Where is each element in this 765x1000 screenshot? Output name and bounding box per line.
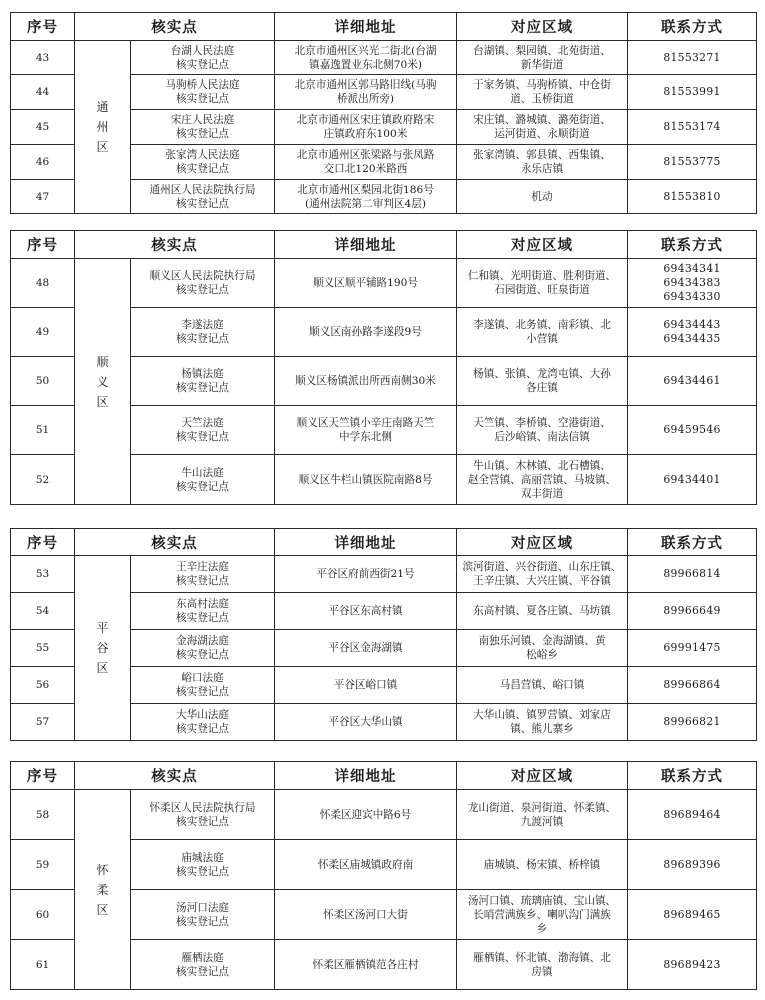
row-no: 45	[11, 110, 75, 145]
phone: 89689465	[628, 890, 757, 940]
address: 顺义区牛栏山镇医院南路8号	[275, 455, 457, 505]
area: 宋庄镇、潞城镇、潞苑街道、 运河街道、永顺街道	[457, 110, 628, 145]
area: 天竺镇、李桥镇、空港街道、 后沙峪镇、南法信镇	[457, 406, 628, 455]
header-area: 对应区域	[457, 529, 628, 556]
check-point: 李遂法庭 核实登记点	[131, 308, 275, 357]
row-no: 44	[11, 75, 75, 110]
check-point: 马驹桥人民法庭 核实登记点	[131, 75, 275, 110]
court-table-shunyi	[10, 230, 757, 505]
row-no: 47	[11, 180, 75, 214]
header-point: 核实点	[75, 13, 275, 41]
address: 顺义区天竺镇小辛庄南路天竺 中学东北侧	[275, 406, 457, 455]
area: 于家务镇、马驹桥镇、中仓街 道、玉桥街道	[457, 75, 628, 110]
check-point: 天竺法庭 核实登记点	[131, 406, 275, 455]
check-point: 杨镇法庭 核实登记点	[131, 357, 275, 406]
header-area: 对应区域	[457, 13, 628, 41]
check-point: 怀柔区人民法院执行局 核实登记点	[131, 790, 275, 840]
check-point: 牛山法庭 核实登记点	[131, 455, 275, 505]
row-no: 61	[11, 940, 75, 990]
check-point: 张家湾人民法庭 核实登记点	[131, 145, 275, 180]
area: 汤河口镇、琉璃庙镇、宝山镇、 长哨营满族乡、喇叭沟门满族 乡	[457, 890, 628, 940]
address: 平谷区峪口镇	[275, 667, 457, 704]
check-point: 金海湖法庭 核实登记点	[131, 630, 275, 667]
address: 怀柔区雁栖镇范各庄村	[275, 940, 457, 990]
area: 台湖镇、梨园镇、北苑街道、 新华街道	[457, 41, 628, 75]
header-contact: 联系方式	[628, 762, 757, 790]
area: 龙山街道、泉河街道、怀柔镇、 九渡河镇	[457, 790, 628, 840]
address: 北京市通州区郭马路旧线(马驹 桥派出所旁)	[275, 75, 457, 110]
header-area: 对应区域	[457, 231, 628, 259]
table-row	[11, 790, 757, 840]
table-header-row	[11, 231, 757, 259]
check-point: 峪口法庭 核实登记点	[131, 667, 275, 704]
header-point: 核实点	[75, 529, 275, 556]
header-no: 序号	[11, 529, 75, 556]
court-table-huairou	[10, 761, 757, 990]
area: 庙城镇、杨宋镇、桥梓镇	[457, 840, 628, 890]
header-point: 核实点	[75, 231, 275, 259]
check-point: 通州区人民法院执行局 核实登记点	[131, 180, 275, 214]
check-point: 王辛庄法庭 核实登记点	[131, 556, 275, 593]
area: 东高村镇、夏各庄镇、马坊镇	[457, 593, 628, 630]
district-cell: 怀 柔 区	[75, 790, 131, 990]
check-point: 雁栖法庭 核实登记点	[131, 940, 275, 990]
header-address: 详细地址	[275, 231, 457, 259]
address: 怀柔区迎宾中路6号	[275, 790, 457, 840]
table-row	[11, 259, 757, 308]
area: 雁栖镇、怀北镇、渤海镇、北 房镇	[457, 940, 628, 990]
row-no: 59	[11, 840, 75, 890]
area: 牛山镇、木林镇、北石槽镇、 赵全营镇、高丽营镇、马坡镇、 双丰街道	[457, 455, 628, 505]
address: 平谷区金海湖镇	[275, 630, 457, 667]
row-no: 48	[11, 259, 75, 308]
check-point: 庙城法庭 核实登记点	[131, 840, 275, 890]
check-point: 台湖人民法庭 核实登记点	[131, 41, 275, 75]
phone: 89966864	[628, 667, 757, 704]
header-address: 详细地址	[275, 529, 457, 556]
address: 平谷区东高村镇	[275, 593, 457, 630]
phone: 69459546	[628, 406, 757, 455]
check-point: 东高村法庭 核实登记点	[131, 593, 275, 630]
check-point: 大华山法庭 核实登记点	[131, 704, 275, 741]
address: 平谷区府前西街21号	[275, 556, 457, 593]
phone: 89966821	[628, 704, 757, 741]
phone: 69434401	[628, 455, 757, 505]
header-contact: 联系方式	[628, 529, 757, 556]
row-no: 57	[11, 704, 75, 741]
row-no: 55	[11, 630, 75, 667]
district-cell: 顺 义 区	[75, 259, 131, 505]
table-row	[11, 556, 757, 593]
address: 平谷区大华山镇	[275, 704, 457, 741]
phone: 69434443 69434435	[628, 308, 757, 357]
area: 南独乐河镇、金海湖镇、黄 松峪乡	[457, 630, 628, 667]
phone: 81553174	[628, 110, 757, 145]
court-table-pinggu	[10, 528, 757, 741]
address: 顺义区顺平辅路190号	[275, 259, 457, 308]
phone: 81553991	[628, 75, 757, 110]
row-no: 54	[11, 593, 75, 630]
row-no: 53	[11, 556, 75, 593]
area: 杨镇、张镇、龙湾屯镇、大孙 各庄镇	[457, 357, 628, 406]
area: 仁和镇、光明街道、胜利街道、 石园街道、旺泉街道	[457, 259, 628, 308]
district-cell: 平 谷 区	[75, 556, 131, 741]
address: 怀柔区庙城镇政府南	[275, 840, 457, 890]
table-header-row	[11, 762, 757, 790]
address: 北京市通州区宋庄镇政府路宋 庄镇政府东100米	[275, 110, 457, 145]
address: 怀柔区汤河口大街	[275, 890, 457, 940]
phone: 81553775	[628, 145, 757, 180]
phone: 69434341 69434383 69434330	[628, 259, 757, 308]
header-no: 序号	[11, 231, 75, 259]
phone: 69991475	[628, 630, 757, 667]
court-table-tongzhou	[10, 12, 757, 214]
area: 大华山镇、镇罗营镇、刘家店 镇、熊儿寨乡	[457, 704, 628, 741]
phone: 89689423	[628, 940, 757, 990]
phone: 89689396	[628, 840, 757, 890]
address: 北京市通州区张梁路与张凤路 交口北120米路西	[275, 145, 457, 180]
header-point: 核实点	[75, 762, 275, 790]
row-no: 56	[11, 667, 75, 704]
address: 顺义区杨镇派出所西南侧30米	[275, 357, 457, 406]
phone: 81553810	[628, 180, 757, 214]
address: 北京市通州区梨园北街186号 (通州法院第二审判区4层)	[275, 180, 457, 214]
row-no: 52	[11, 455, 75, 505]
phone: 89966814	[628, 556, 757, 593]
row-no: 49	[11, 308, 75, 357]
check-point: 顺义区人民法院执行局 核实登记点	[131, 259, 275, 308]
address: 顺义区南孙路李遂段9号	[275, 308, 457, 357]
header-no: 序号	[11, 762, 75, 790]
header-address: 详细地址	[275, 13, 457, 41]
header-address: 详细地址	[275, 762, 457, 790]
row-no: 60	[11, 890, 75, 940]
address: 北京市通州区兴光二街北(台湖 镇嘉逸置业东北侧70米)	[275, 41, 457, 75]
area: 机动	[457, 180, 628, 214]
area: 李遂镇、北务镇、南彩镇、北 小营镇	[457, 308, 628, 357]
table-row	[11, 41, 757, 75]
header-contact: 联系方式	[628, 231, 757, 259]
header-area: 对应区域	[457, 762, 628, 790]
area: 马昌营镇、峪口镇	[457, 667, 628, 704]
area: 张家湾镇、郭县镇、西集镇、 永乐店镇	[457, 145, 628, 180]
header-contact: 联系方式	[628, 13, 757, 41]
phone: 69434461	[628, 357, 757, 406]
header-no: 序号	[11, 13, 75, 41]
table-header-row	[11, 529, 757, 556]
row-no: 51	[11, 406, 75, 455]
phone: 81553271	[628, 41, 757, 75]
phone: 89966649	[628, 593, 757, 630]
row-no: 50	[11, 357, 75, 406]
row-no: 58	[11, 790, 75, 840]
check-point: 汤河口法庭 核实登记点	[131, 890, 275, 940]
row-no: 46	[11, 145, 75, 180]
area: 滨河街道、兴谷街道、山东庄镇、 王辛庄镇、大兴庄镇、平谷镇	[457, 556, 628, 593]
check-point: 宋庄人民法庭 核实登记点	[131, 110, 275, 145]
phone: 89689464	[628, 790, 757, 840]
row-no: 43	[11, 41, 75, 75]
district-cell: 通 州 区	[75, 41, 131, 214]
table-header-row	[11, 13, 757, 41]
